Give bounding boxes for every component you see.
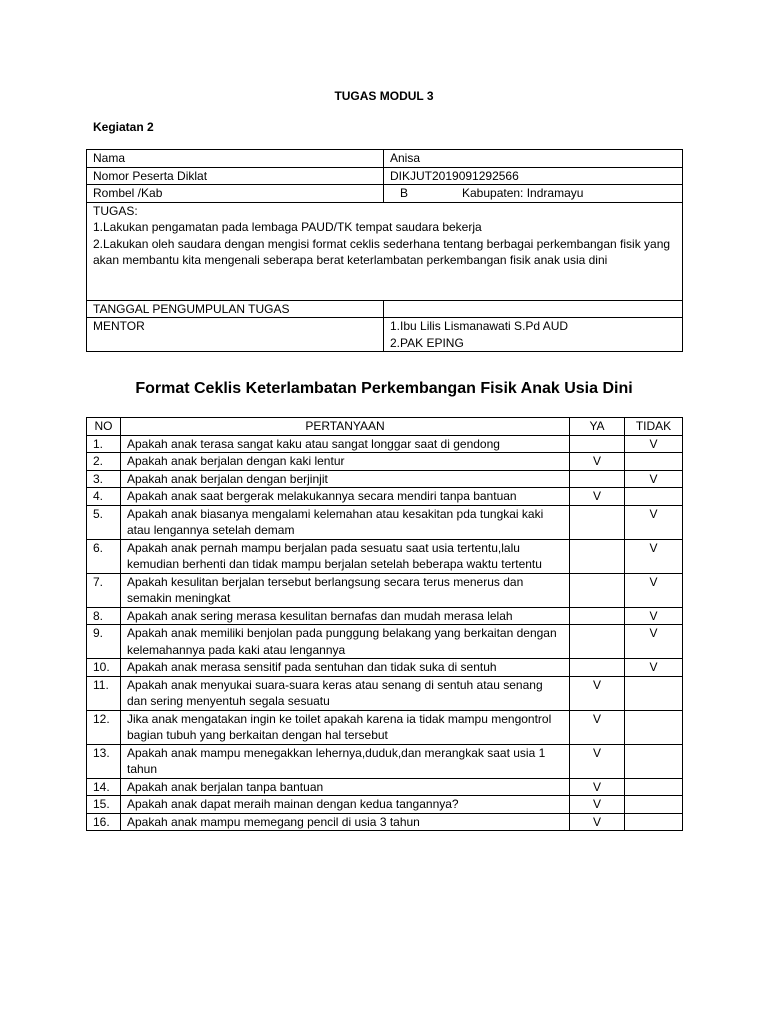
tanggal-value [384, 300, 683, 318]
checklist-header-row [87, 418, 683, 436]
row-question: Apakah anak dapat meraih mainan dengan kedua tangannya? [121, 796, 570, 814]
row-number: 16. [87, 813, 121, 831]
checklist-table [86, 417, 683, 831]
row-question: Jika anak mengatakan ingin ke toilet apakah karena ia tidak mampu mengontrol bagian tubuh yang berkaitan dengan hal tersebut [121, 710, 570, 744]
row-ya-mark: V [570, 778, 625, 796]
row-number: 3. [87, 470, 121, 488]
row-question: Apakah anak saat bergerak melakukannya secara mendiri tanpa bantuan [121, 488, 570, 506]
row-ya-mark: V [570, 488, 625, 506]
row-tidak-mark: V [625, 435, 683, 453]
checklist-row [87, 778, 683, 796]
checklist-row [87, 453, 683, 471]
row-tidak-mark [625, 778, 683, 796]
mentor-2: 2.PAK EPING [390, 335, 464, 350]
checklist-row [87, 573, 683, 607]
checklist-row [87, 676, 683, 710]
row-question: Apakah anak berjalan tanpa bantuan [121, 778, 570, 796]
header-tidak: TIDAK [625, 418, 683, 436]
row-tidak-mark [625, 744, 683, 778]
row-tugas [87, 202, 683, 300]
tugas-item-1: 1.Lakukan pengamatan pada lembaga PAUD/TK tempat saudara bekerja [93, 220, 482, 234]
row-ya-mark [570, 659, 625, 677]
mentor-label: MENTOR [87, 318, 384, 352]
tugas-item-2: 2.Lakukan oleh saudara dengan mengisi format ceklis sederhana tentang berbagai perkembangan fisik yang akan membantu kita mengenali seberapa berat keterlambatan perkembangan fisik anak usia dini [93, 236, 671, 267]
row-tanggal [87, 300, 683, 318]
tanggal-label: TANGGAL PENGUMPULAN TUGAS [87, 300, 384, 318]
row-number: 7. [87, 573, 121, 607]
row-tidak-mark [625, 710, 683, 744]
kabupaten-value: Kabupaten: Indramayu [462, 186, 584, 200]
nama-label: Nama [87, 150, 384, 168]
row-number: 4. [87, 488, 121, 506]
nomor-label: Nomor Peserta Diklat [87, 167, 384, 185]
row-question: Apakah anak biasanya mengalami kelemahan atau kesakitan pda tungkai kaki atau lengannya setelah demam [121, 505, 570, 539]
mentor-1: 1.Ibu Lilis Lismanawati S.Pd AUD [390, 319, 569, 333]
row-question: Apakah anak menyukai suara-suara keras atau senang di sentuh atau senang dan sering menyentuh segala sesuatu [121, 676, 570, 710]
row-tidak-mark: V [625, 625, 683, 659]
nomor-value: DIKJUT2019091292566 [384, 167, 683, 185]
rombel-value: B [400, 186, 409, 200]
page-title: TUGAS MODUL 3 [334, 89, 434, 103]
row-question: Apakah anak mampu memegang pencil di usia 3 tahun [121, 813, 570, 831]
row-ya-mark: V [570, 676, 625, 710]
checklist-row [87, 625, 683, 659]
checklist-row [87, 813, 683, 831]
row-ya-mark [570, 539, 625, 573]
mentor-cell [384, 318, 683, 352]
row-ya-mark: V [570, 710, 625, 744]
form-title: Format Ceklis Keterlambatan Perkembangan Fisik Anak Usia Dini [135, 380, 633, 397]
identity-table [86, 149, 683, 352]
row-tidak-mark: V [625, 573, 683, 607]
row-tidak-mark [625, 453, 683, 471]
checklist-row [87, 607, 683, 625]
row-tidak-mark: V [625, 607, 683, 625]
row-tidak-mark [625, 796, 683, 814]
row-ya-mark: V [570, 744, 625, 778]
row-ya-mark: V [570, 813, 625, 831]
checklist-row [87, 488, 683, 506]
tugas-cell [87, 202, 683, 300]
row-question: Apakah anak pernah mampu berjalan pada sesuatu saat usia tertentu,lalu kemudian berhenti dan tidak mampu berjalan setelah beberapa waktu tertentu [121, 539, 570, 573]
row-question: Apakah anak mampu menegakkan lehernya,duduk,dan merangkak saat usia 1 tahun [121, 744, 570, 778]
row-question: Apakah anak merasa sensitif pada sentuhan dan tidak suka di sentuh [121, 659, 570, 677]
rombel-label: Rombel /Kab [87, 185, 384, 203]
header-ya: YA [570, 418, 625, 436]
checklist-row [87, 744, 683, 778]
row-ya-mark [570, 607, 625, 625]
row-mentor [87, 318, 683, 352]
row-tidak-mark [625, 676, 683, 710]
checklist-row [87, 659, 683, 677]
checklist-row [87, 470, 683, 488]
checklist-row [87, 710, 683, 744]
row-ya-mark [570, 435, 625, 453]
row-number: 12. [87, 710, 121, 744]
row-question: Apakah anak berjalan dengan berjinjit [121, 470, 570, 488]
row-ya-mark [570, 470, 625, 488]
row-ya-mark [570, 505, 625, 539]
row-ya-mark: V [570, 796, 625, 814]
row-ya-mark [570, 625, 625, 659]
row-ya-mark [570, 573, 625, 607]
header-question: PERTANYAAN [121, 418, 570, 436]
row-nomor [87, 167, 683, 185]
row-number: 14. [87, 778, 121, 796]
header-no: NO [87, 418, 121, 436]
checklist-row [87, 539, 683, 573]
row-rombel [87, 185, 683, 203]
row-number: 6. [87, 539, 121, 573]
tugas-label: TUGAS: [93, 203, 138, 218]
row-tidak-mark [625, 813, 683, 831]
row-tidak-mark: V [625, 505, 683, 539]
row-nama [87, 150, 683, 168]
rombel-cell [384, 185, 683, 203]
row-number: 1. [87, 435, 121, 453]
row-number: 8. [87, 607, 121, 625]
nama-value: Anisa [384, 150, 683, 168]
row-tidak-mark [625, 488, 683, 506]
checklist-row [87, 505, 683, 539]
row-tidak-mark: V [625, 539, 683, 573]
row-number: 13. [87, 744, 121, 778]
row-number: 5. [87, 505, 121, 539]
row-question: Apakah anak sering merasa kesulitan bernafas dan mudah merasa lelah [121, 607, 570, 625]
row-number: 2. [87, 453, 121, 471]
row-question: Apakah kesulitan berjalan tersebut berlangsung secara terus menerus dan semakin meningkat [121, 573, 570, 607]
checklist-row [87, 796, 683, 814]
row-tidak-mark: V [625, 659, 683, 677]
row-ya-mark: V [570, 453, 625, 471]
row-number: 10. [87, 659, 121, 677]
row-number: 9. [87, 625, 121, 659]
row-question: Apakah anak memiliki benjolan pada punggung belakang yang berkaitan dengan kelemahannya pada kaki atau lengannya [121, 625, 570, 659]
row-tidak-mark: V [625, 470, 683, 488]
section-subtitle: Kegiatan 2 [93, 120, 154, 134]
row-question: Apakah anak berjalan dengan kaki lentur [121, 453, 570, 471]
row-number: 15. [87, 796, 121, 814]
row-number: 11. [87, 676, 121, 710]
row-question: Apakah anak terasa sangat kaku atau sangat longgar saat di gendong [121, 435, 570, 453]
checklist-row [87, 435, 683, 453]
